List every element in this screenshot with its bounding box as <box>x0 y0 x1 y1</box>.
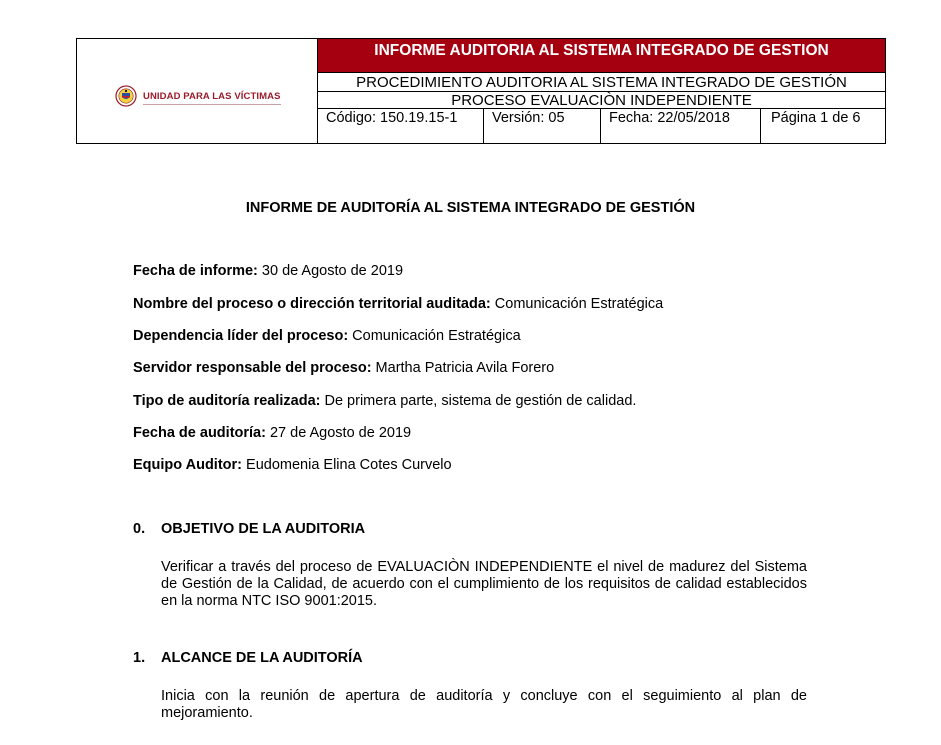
field-value: Comunicación Estratégica <box>348 328 521 344</box>
document-title: INFORME DE AUDITORÍA AL SISTEMA INTEGRADO DE GESTIÓN <box>245 200 696 216</box>
field-label: Dependencia líder del proceso: <box>133 328 349 344</box>
field-audit-date <box>133 425 411 441</box>
field-lead-dependency <box>133 328 521 344</box>
unidad-victimas-logo <box>115 85 281 107</box>
field-responsible-server <box>133 360 554 376</box>
field-label: Fecha de auditoría: <box>133 425 266 441</box>
coat-of-arms-icon <box>115 85 137 107</box>
section-title: OBJETIVO DE LA AUDITORIA <box>161 521 366 537</box>
field-process-name <box>133 296 663 312</box>
procedure-name: PROCEDIMIENTO AUDITORIA AL SISTEMA INTEGRADO DE GESTIÓN <box>318 73 885 92</box>
header-info <box>318 39 885 143</box>
document-header-table <box>76 38 886 144</box>
field-label: Servidor responsable del proceso: <box>133 360 372 376</box>
report-title-banner: INFORME AUDITORIA AL SISTEMA INTEGRADO DE GESTION <box>318 39 885 73</box>
field-value: Martha Patricia Avila Forero <box>371 360 555 376</box>
section-title: ALCANCE DE LA AUDITORÍA <box>161 650 363 666</box>
field-label: Fecha de informe: <box>133 263 258 279</box>
field-value: 30 de Agosto de 2019 <box>257 263 404 279</box>
document-date: Fecha: 22/05/2018 <box>601 109 761 143</box>
document-version: Versión: 05 <box>484 109 601 143</box>
process-name: PROCESO EVALUACIÒN INDEPENDIENTE <box>318 92 885 109</box>
section-number: 1. <box>133 650 146 666</box>
section-scope-text: Inicia con la reunión de apertura de auditoría y concluye con el seguimiento al plan de mejoramiento. <box>161 688 807 721</box>
field-label: Tipo de auditoría realizada: <box>133 393 321 409</box>
field-report-date <box>133 263 403 279</box>
logo-text: UNIDAD PARA LAS VÍCTIMAS <box>143 90 281 102</box>
section-objective-heading <box>133 521 365 537</box>
section-scope-heading <box>133 650 363 666</box>
document-code: Código: 150.19.15-1 <box>318 109 484 143</box>
field-value: Eudomenia Elina Cotes Curvelo <box>242 457 452 473</box>
field-label: Equipo Auditor: <box>133 457 242 473</box>
logo-cell <box>77 39 318 143</box>
page-number: Página 1 de 6 <box>771 110 861 126</box>
field-value: De primera parte, sistema de gestión de calidad. <box>320 393 637 409</box>
field-audit-type <box>133 393 636 409</box>
field-value: Comunicación Estratégica <box>490 296 664 312</box>
document-metadata-row <box>318 109 885 143</box>
field-value: 27 de Agosto de 2019 <box>265 425 412 441</box>
field-label: Nombre del proceso o dirección territorial auditada: <box>133 296 491 312</box>
section-number: 0. <box>133 521 146 537</box>
section-objective-text: Verificar a través del proceso de EVALUACIÒN INDEPENDIENTE el nivel de madurez del Sistema de Gestión de la Calidad, de acuerdo con el cumplimiento de los requisitos de calidad establecidos en la norma NTC ISO 9001:2015. <box>161 559 807 609</box>
field-audit-team <box>133 457 452 473</box>
